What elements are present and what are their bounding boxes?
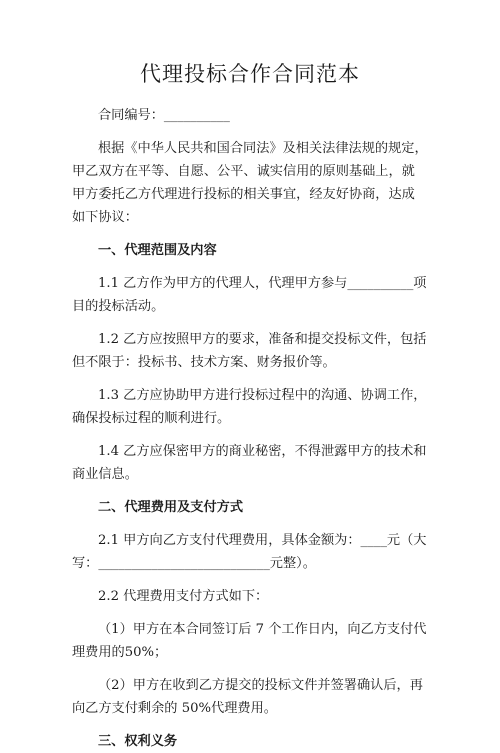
intro-paragraph: 根据《中华人民共和国合同法》及相关法律法规的规定，甲乙双方在平等、自愿、公平、诚实信用的原则基础上，就甲方委托乙方代理进行投标的相关事宜，经友好协商，达成如下协议： [72, 141, 428, 225]
document-title: 代理投标合作合同范本 [140, 62, 360, 86]
clause-1-3: 1.3 乙方应协助甲方进行投标过程中的沟通、协调工作，确保投标过程的顺利进行。 [72, 388, 427, 426]
clause-2-2-2: （2）甲方在收到乙方提交的投标文件并签署确认后，再向乙方支付剩余的 50%代理费用。 [72, 678, 423, 716]
contract-number: 合同编号：__________ [98, 108, 230, 123]
clause-1-4: 1.4 乙方应保密甲方的商业秘密，不得泄露甲方的技术和商业信息。 [72, 444, 427, 482]
section-heading-scope: 一、代理范围及内容 [98, 243, 217, 258]
clause-2-1: 2.1 甲方向乙方支付代理费用，具体金额为：____元（大写：__________________________元整）。 [72, 533, 427, 571]
clause-1-2: 1.2 乙方应按照甲方的要求，准备和提交投标文件，包括但不限于：投标书、技术方案、财务报价等。 [72, 332, 427, 370]
clause-1-1: 1.1 乙方作为甲方的代理人，代理甲方参与__________项目的投标活动。 [72, 276, 427, 314]
clause-2-2-1: （1）甲方在本合同签订后 7 个工作日内，向乙方支付代理费用的50%； [72, 622, 427, 660]
section-heading-rights: 三、权利义务 [98, 734, 178, 749]
clause-2-2: 2.2 代理费用支付方式如下： [98, 589, 269, 604]
section-heading-fees: 二、代理费用及支付方式 [98, 500, 244, 515]
